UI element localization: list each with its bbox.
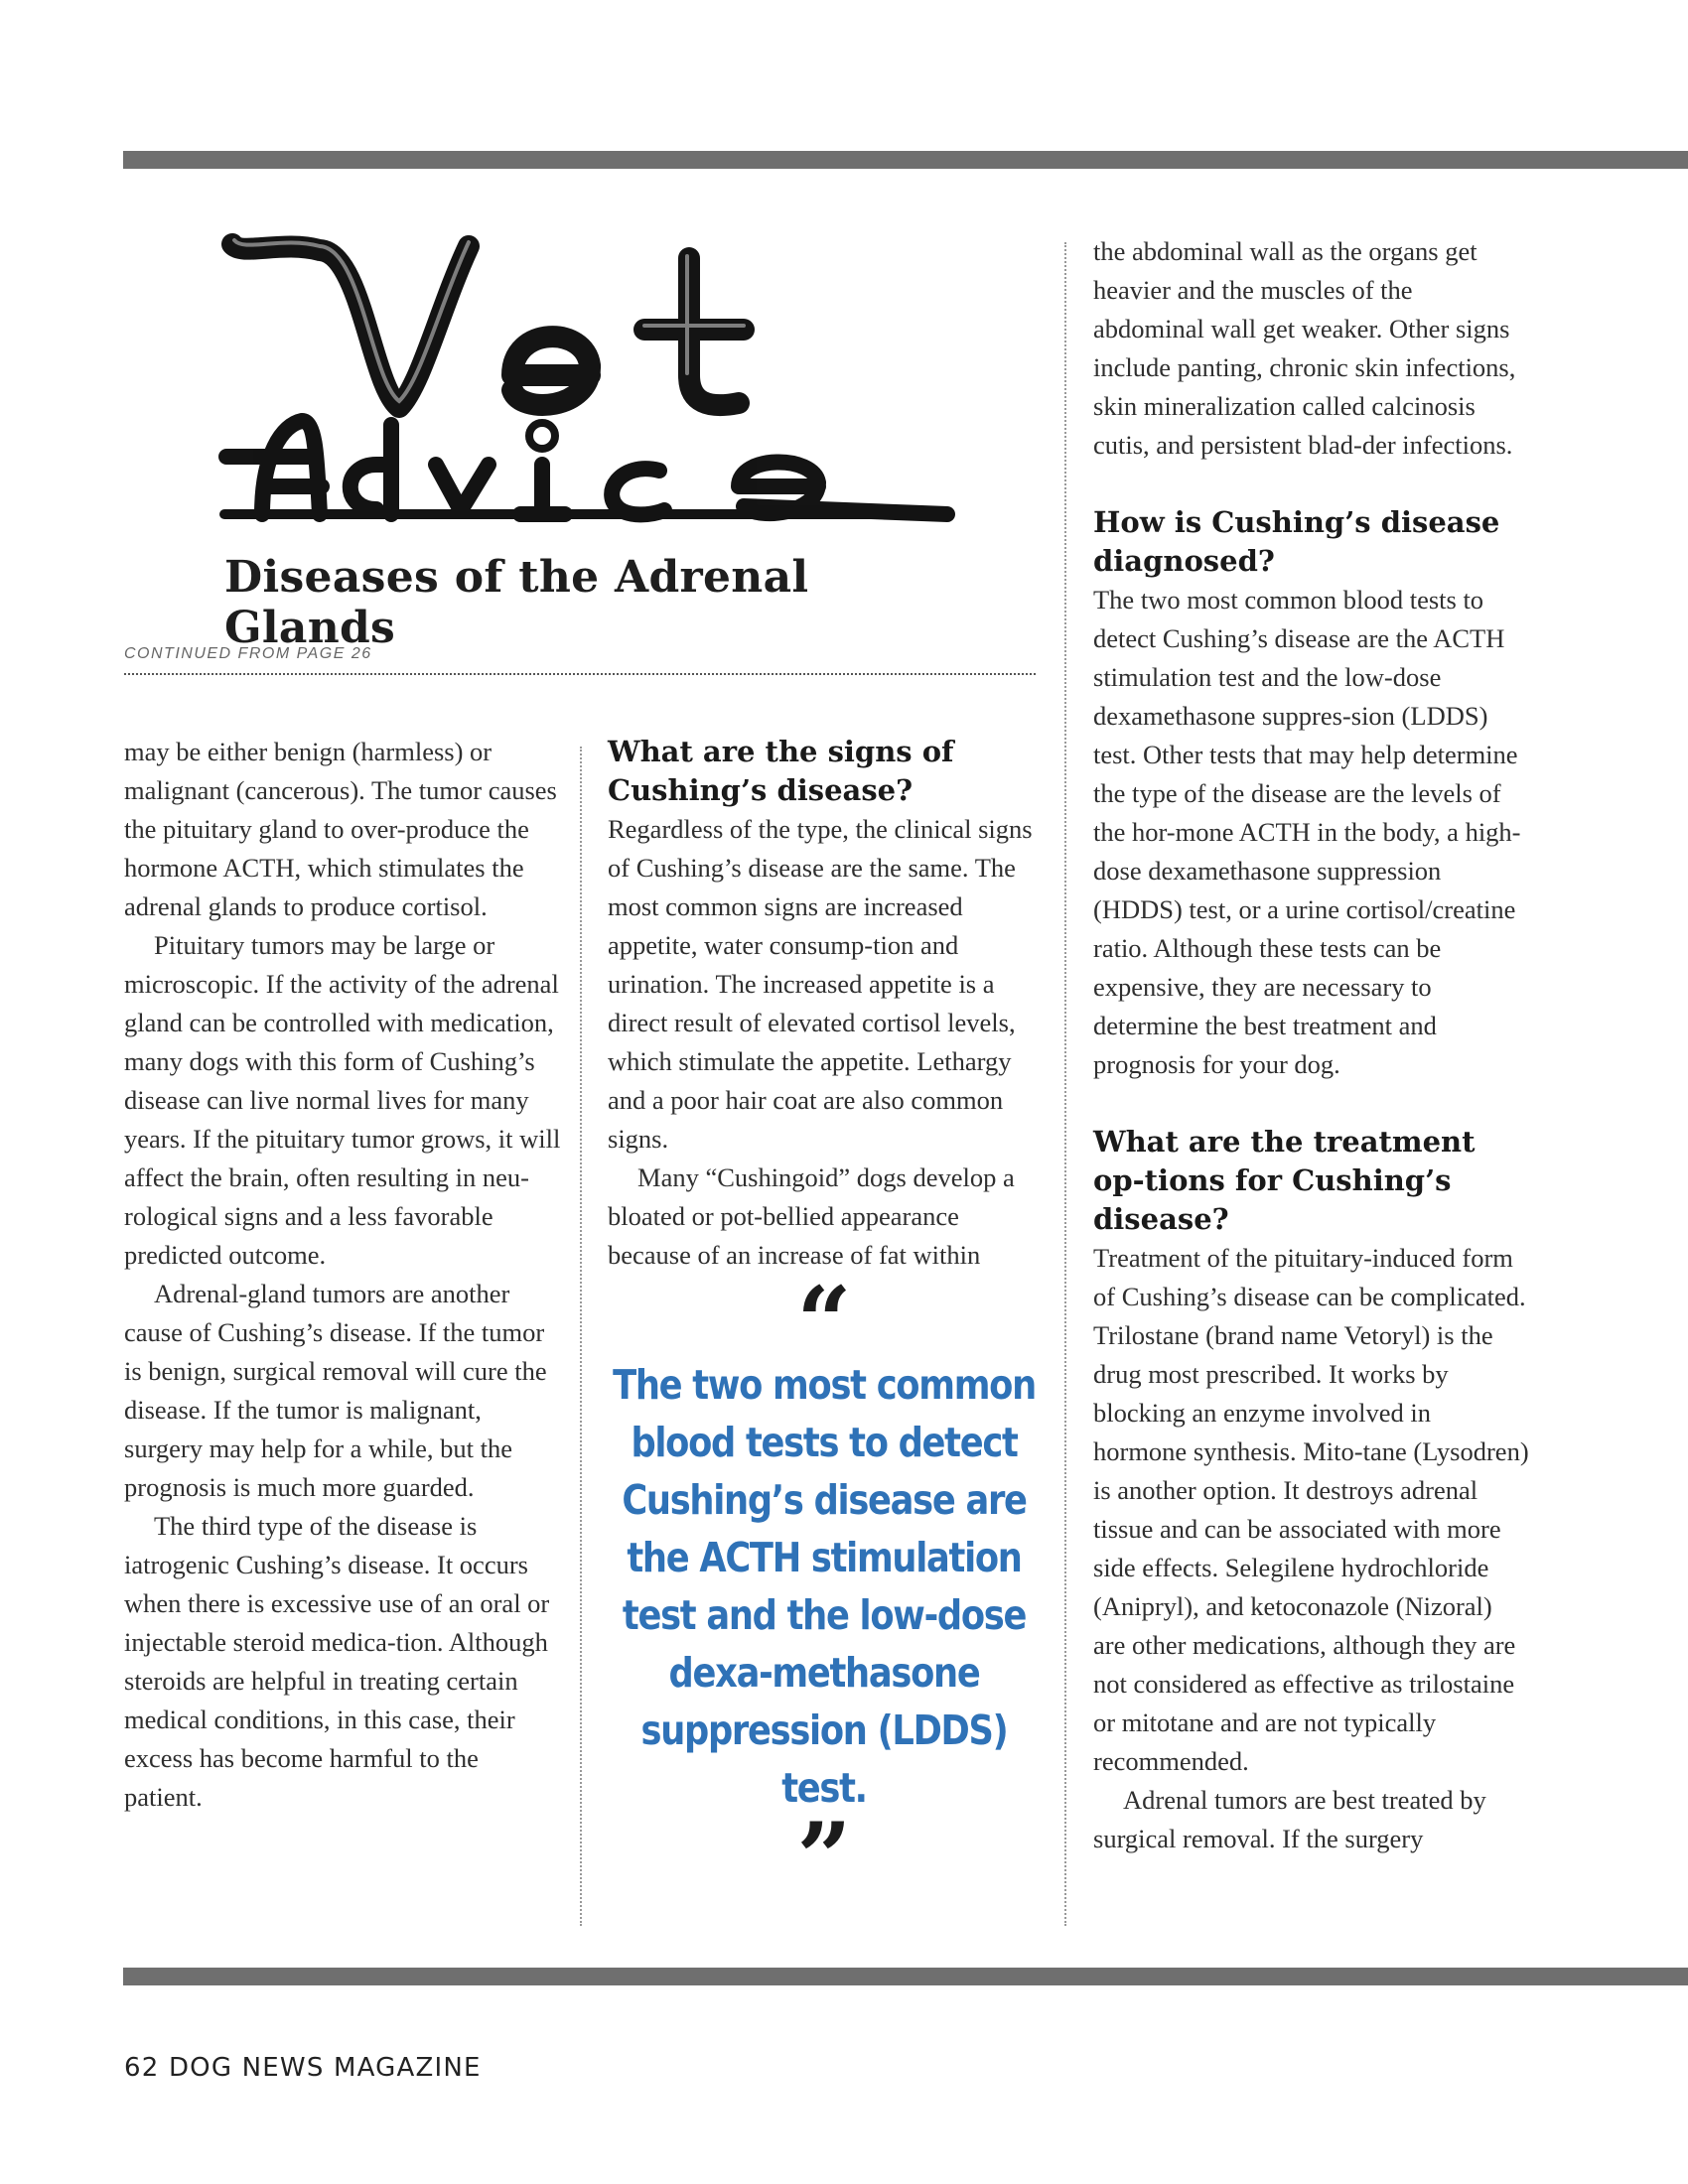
- close-quote-icon: ”: [796, 1802, 852, 1914]
- dotted-divider-horizontal: [124, 673, 1036, 675]
- paragraph: the abdominal wall as the organs get heavier and the muscles of the abdominal wall get weaker. Other signs include panting, chronic skin infections, skin mineralization called calcinosis cutis, and persistent blad-der infections.: [1093, 236, 1516, 460]
- continued-from-note: CONTINUED FROM PAGE 26: [124, 645, 372, 662]
- section-heading-treatment: What are the treatment op-tions for Cushing’s disease?: [1093, 1125, 1476, 1236]
- article-column-1: [124, 733, 561, 1817]
- paragraph: Many “Cushingoid” dogs develop a bloated or pot-bellied appearance because of an increase of fat within: [608, 1162, 1015, 1270]
- section-heading-diagnosis: How is Cushing’s disease diagnosed?: [1093, 505, 1500, 578]
- pull-quote-text: The two most common blood tests to detect Cushing’s disease are the ACTH stimulation test and the low-dose dexa-methasone suppression (LDDS) test.: [613, 1361, 1036, 1812]
- top-rule-bar: [123, 151, 1688, 169]
- paragraph: Treatment of the pituitary-induced form of Cushing’s disease can be complicated. Trilostane (brand name Vetoryl) is the drug most prescribed. It works by blocking an enzyme involved in hormone synthesis. Mito-tane (Lysodren) is another option. It destroys adrenal tissue and can be associated with more side effects. Selegilene hydrochloride (Anipryl), and ketoconazole (Nizoral) are other medications, although they are not considered as effective as trilostaine or mitotane and are not typically recommended.: [1093, 1243, 1529, 1776]
- open-quote-icon: “: [796, 1266, 852, 1378]
- section-heading-signs: What are the signs of Cushing’s disease?: [608, 735, 954, 807]
- vet-advice-logo-art: [222, 226, 957, 544]
- article-column-3: [1093, 232, 1530, 1858]
- page-footer: 62 DOG NEWS MAGAZINE: [124, 2053, 482, 2083]
- paragraph: may be either benign (harmless) or malignant (cancerous). The tumor causes the pituitary gland to over-produce the hormone ACTH, which stimulates the adrenal glands to produce cortisol.: [124, 737, 557, 921]
- bottom-rule-bar: [123, 1968, 1688, 1985]
- vet-advice-logo: [222, 226, 957, 544]
- paragraph: Regardless of the type, the clinical signs of Cushing’s disease are the same. The most common signs are increased appetite, water consump-tion and urination. The increased appetite is a direct result of elevated cortisol levels, which stimulate the appetite. Lethargy and a poor hair coat are also common signs.: [608, 814, 1033, 1154]
- paragraph: Adrenal tumors are best treated by surgical removal. If the surgery: [1093, 1785, 1486, 1853]
- article-subtitle: Diseases of the Adrenal Glands: [224, 552, 809, 653]
- pull-quote: [608, 1266, 1041, 1914]
- paragraph: The two most common blood tests to detect Cushing’s disease are the ACTH stimulation test and the low-dose dexamethasone suppres-sion (LDDS) test. Other tests that may help determine the type of the disease are the levels of the hor-mone ACTH in the body, a high-dose dexamethasone suppression (HDDS) test, or a urine cortisol/creatine ratio. Although these tests can be expensive, they are necessary to determine the best treatment and prognosis for your dog.: [1093, 585, 1521, 1079]
- dotted-divider-column-1: [580, 747, 582, 1926]
- paragraph: The third type of the disease is iatrogenic Cushing’s disease. It occurs when there is excessive use of an oral or injectable steroid medica-tion. Although steroids are helpful in treating certain medical conditions, in this case, their excess has become harmful to the patient.: [124, 1511, 550, 1812]
- paragraph: Pituitary tumors may be large or microscopic. If the activity of the adrenal gland can be controlled with medication, many dogs with this form of Cushing’s disease can live normal lives for many years. If the pituitary tumor grows, it will affect the brain, often resulting in neu-rological signs and a less favorable predicted outcome.: [124, 930, 561, 1270]
- paragraph: Adrenal-gland tumors are another cause of Cushing’s disease. If the tumor is benign, surgical removal will cure the disease. If the tumor is malignant, surgery may help for a while, but the prognosis is much more guarded.: [124, 1279, 547, 1502]
- article-column-2: [608, 733, 1041, 1275]
- dotted-divider-column-2: [1064, 242, 1066, 1926]
